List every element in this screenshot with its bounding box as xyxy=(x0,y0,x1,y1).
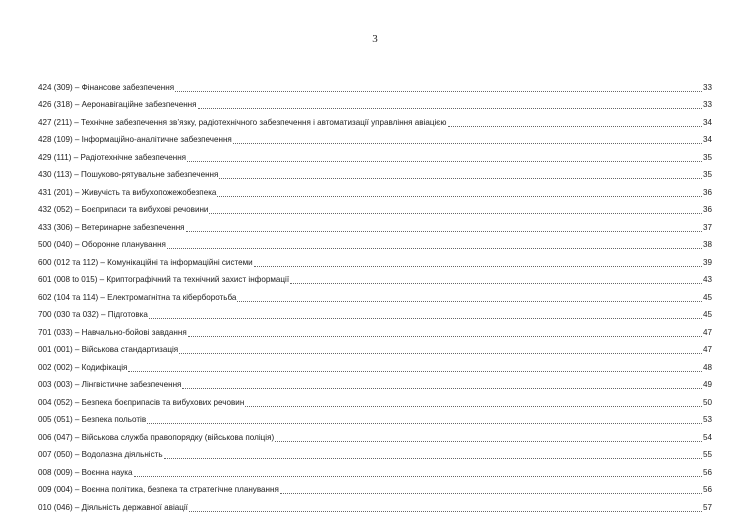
toc-entry-title: 429 (111) – Радіотехнічне забезпечення xyxy=(38,152,187,162)
toc-entry[interactable] xyxy=(38,250,712,268)
toc-entry[interactable] xyxy=(38,180,712,198)
toc-entry[interactable] xyxy=(38,233,712,251)
toc-entry[interactable] xyxy=(38,390,712,408)
toc-entry-title: 006 (047) – Військова служба правопорядку (військова поліція) xyxy=(38,432,275,442)
toc-dot-leader xyxy=(275,432,702,442)
toc-dot-leader xyxy=(233,134,702,144)
toc-entry-page: 54 xyxy=(702,432,712,442)
toc-entry-page: 34 xyxy=(702,117,712,127)
toc-entry[interactable] xyxy=(38,425,712,443)
toc-entry-page: 33 xyxy=(702,100,712,109)
toc-dot-leader xyxy=(189,502,702,512)
toc-entry-title: 430 (113) – Пошуково-рятувальне забезпечення xyxy=(38,170,219,179)
toc-dot-leader xyxy=(188,327,702,337)
toc-dot-leader xyxy=(290,274,702,284)
toc-entry-page: 48 xyxy=(702,362,712,372)
toc-entry-title: 500 (040) – Оборонне планування xyxy=(38,240,166,249)
toc-dot-leader xyxy=(187,152,702,162)
toc-entry-title: 005 (051) – Безпека польотів xyxy=(38,415,147,424)
toc-entry-title: 003 (003) – Лінгвістичне забезпечення xyxy=(38,380,182,389)
toc-entry-title: 601 (008 to 015) – Криптографічний та технічний захист інформації xyxy=(38,275,290,284)
toc-entry-page: 36 xyxy=(702,187,712,197)
toc-entry-title: 008 (009) – Воєнна наука xyxy=(38,467,133,477)
toc-dot-leader xyxy=(164,449,702,459)
toc-entry-page: 35 xyxy=(702,152,712,162)
toc-entry-page: 55 xyxy=(702,450,712,459)
toc-entry-title: 701 (033) – Навчально-бойові завдання xyxy=(38,327,187,337)
toc-entry-title: 002 (002) – Кодифікація xyxy=(38,362,128,372)
toc-entry-page: 43 xyxy=(702,275,712,284)
toc-entry-title: 600 (012 та 112) – Комунікаційні та інформаційні системи xyxy=(38,257,253,267)
toc-entry-title: 010 (046) – Діяльність державної авіації xyxy=(38,502,188,512)
toc-dot-leader xyxy=(254,257,702,267)
toc-entry-title: 700 (030 та 032) – Підготовка xyxy=(38,310,148,319)
toc-entry[interactable] xyxy=(38,338,712,356)
toc-entry-page: 50 xyxy=(702,397,712,407)
toc-dot-leader xyxy=(179,344,702,354)
toc-entry[interactable] xyxy=(38,460,712,478)
toc-entry[interactable] xyxy=(38,215,712,233)
toc-entry-page: 35 xyxy=(702,170,712,179)
toc-entry-page: 36 xyxy=(702,205,712,214)
toc-entry-title: 431 (201) – Живучість та вибухопожежобезпека xyxy=(38,187,217,197)
toc-entry[interactable] xyxy=(38,145,712,163)
toc-entry-page: 57 xyxy=(702,502,712,512)
toc-entry[interactable] xyxy=(38,198,712,216)
toc-entry-title: 001 (001) – Військова стандартизація xyxy=(38,345,179,354)
toc-dot-leader xyxy=(149,309,702,319)
toc-dot-leader xyxy=(128,362,702,372)
toc-dot-leader xyxy=(134,467,702,477)
toc-dot-leader xyxy=(167,239,702,249)
toc-dot-leader xyxy=(280,484,702,494)
toc-entry[interactable] xyxy=(38,110,712,128)
toc-entry-title: 426 (318) – Аеронавігаційне забезпечення xyxy=(38,100,197,109)
toc-entry[interactable] xyxy=(38,408,712,426)
toc-dot-leader xyxy=(147,414,702,424)
toc-entry-title: 433 (306) – Ветеринарне забезпечення xyxy=(38,222,185,232)
table-of-contents xyxy=(38,75,712,513)
toc-dot-leader xyxy=(198,99,702,109)
toc-entry-page: 45 xyxy=(702,292,712,302)
toc-entry-page: 38 xyxy=(702,240,712,249)
toc-entry-page: 47 xyxy=(702,345,712,354)
toc-entry[interactable] xyxy=(38,128,712,146)
toc-entry[interactable] xyxy=(38,93,712,111)
toc-entry-title: 007 (050) – Водолазна діяльність xyxy=(38,450,163,459)
toc-entry[interactable] xyxy=(38,285,712,303)
toc-entry[interactable] xyxy=(38,163,712,181)
toc-entry-page: 37 xyxy=(702,222,712,232)
toc-entry[interactable] xyxy=(38,478,712,496)
toc-entry-page: 39 xyxy=(702,257,712,267)
toc-entry-page: 34 xyxy=(702,135,712,144)
toc-dot-leader xyxy=(209,204,702,214)
toc-dot-leader xyxy=(219,169,702,179)
toc-entry-page: 47 xyxy=(702,327,712,337)
toc-dot-leader xyxy=(448,117,702,127)
toc-entry[interactable] xyxy=(38,495,712,513)
page-number: 3 xyxy=(372,33,378,45)
toc-entry-title: 427 (211) – Технічне забезпечення зв’язку, радіотехнічного забезпечення і автоматизації управління авіацією xyxy=(38,117,447,127)
toc-dot-leader xyxy=(186,222,702,232)
toc-dot-leader xyxy=(175,82,702,92)
toc-entry[interactable] xyxy=(38,75,712,93)
toc-entry-page: 49 xyxy=(702,380,712,389)
toc-dot-leader xyxy=(217,187,702,197)
toc-entry-title: 428 (109) – Інформаційно-аналітичне забезпечення xyxy=(38,135,232,144)
toc-entry[interactable] xyxy=(38,268,712,286)
toc-entry-page: 53 xyxy=(702,415,712,424)
toc-entry-page: 33 xyxy=(702,82,712,92)
toc-entry[interactable] xyxy=(38,320,712,338)
toc-dot-leader xyxy=(245,397,702,407)
toc-entry-title: 009 (004) – Воєнна політика, безпека та стратегічне планування xyxy=(38,485,279,494)
toc-dot-leader xyxy=(237,292,702,302)
toc-entry[interactable] xyxy=(38,355,712,373)
toc-entry-page: 56 xyxy=(702,485,712,494)
toc-entry[interactable] xyxy=(38,443,712,461)
toc-entry-page: 56 xyxy=(702,467,712,477)
toc-entry-title: 424 (309) – Фінансове забезпечення xyxy=(38,82,175,92)
toc-entry-title: 004 (052) – Безпека боєприпасів та вибухових речовин xyxy=(38,397,245,407)
toc-entry-page: 45 xyxy=(702,310,712,319)
toc-entry-title: 432 (052) – Боєприпаси та вибухові речовини xyxy=(38,205,209,214)
toc-dot-leader xyxy=(182,379,702,389)
toc-entry-title: 602 (104 та 114) – Електромагнітна та кіберборотьба xyxy=(38,292,237,302)
toc-entry[interactable] xyxy=(38,373,712,391)
toc-entry[interactable] xyxy=(38,303,712,321)
